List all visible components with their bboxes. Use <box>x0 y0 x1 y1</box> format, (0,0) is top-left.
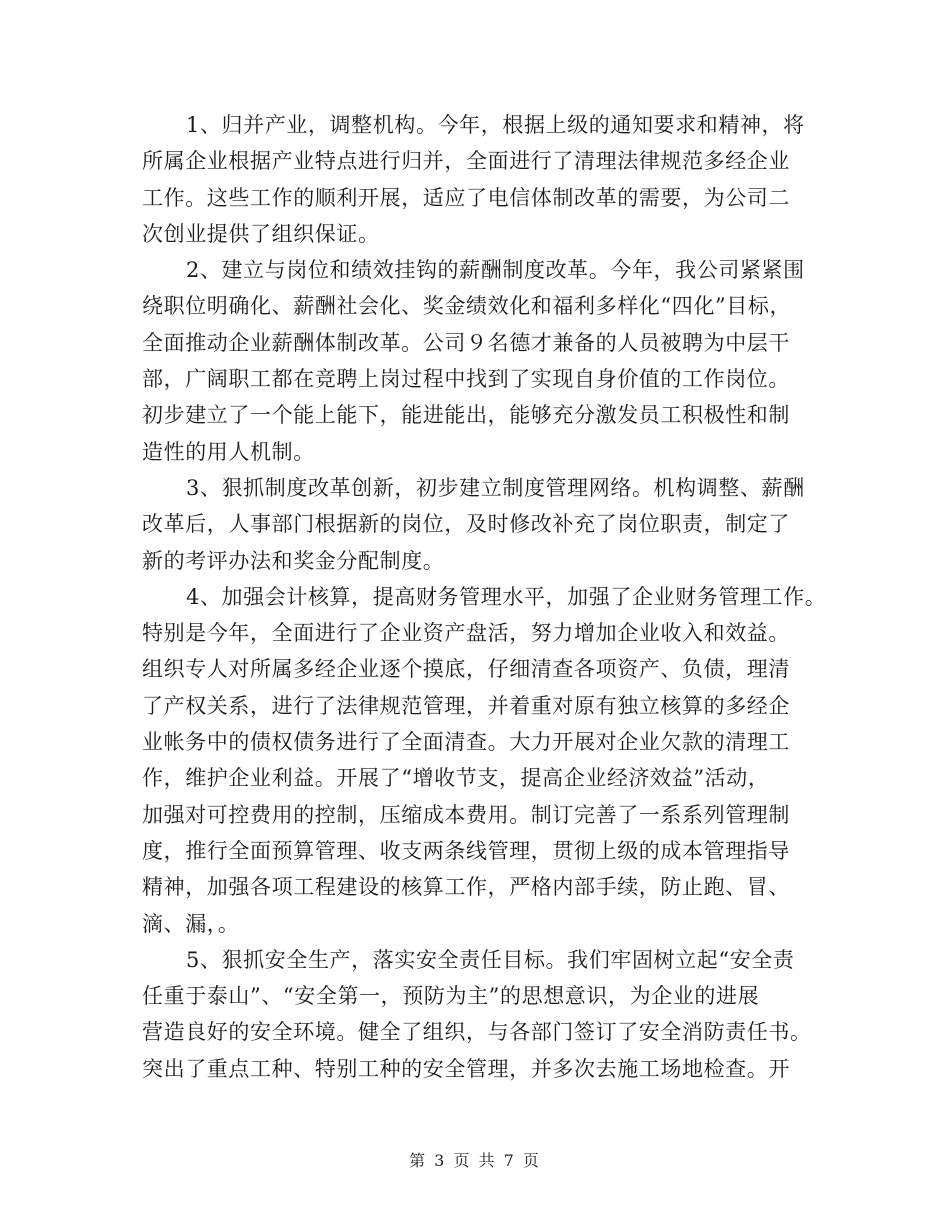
paragraph-4-line-10: 滴、漏，。 <box>142 911 240 936</box>
paragraph-3-line-2: 改革后，人事部门根据新的岗位，及时修改补充了岗位职责，制定了 <box>142 512 790 537</box>
paragraph-2-line-5: 初步建立了一个能上能下，能进能出，能够充分激发员工积极性和制 <box>142 403 790 428</box>
paragraph-2-line-2: 绕职位明确化、薪酬社会化、奖金绩效化和福利多样化“四化”目标， <box>142 294 792 319</box>
paragraph-1-line-3: 工作。这些工作的顺利开展，适应了电信体制改革的需要，为公司二 <box>142 185 790 210</box>
paragraph-4-line-1: 4、加强会计核算，提高财务管理水平，加强了企业财务管理工作。 <box>186 584 827 609</box>
paragraph-2-line-1: 2、建立与岗位和绩效挂钩的薪酬制度改革。今年，我公司紧紧围 <box>186 258 805 283</box>
paragraph-5-line-3: 营造良好的安全环境。健全了组织，与各部门签订了安全消防责任书。 <box>142 1020 812 1045</box>
paragraph-4-line-9: 精神，加强各项工程建设的核算工作，严格内部手续，防止跑、冒、 <box>142 875 790 900</box>
paragraph-3-line-3: 新的考评办法和奖金分配制度。 <box>142 548 445 573</box>
paragraph-5-line-2: 任重于泰山”、“安全第一，预防为主”的思想意识，为企业的进展 <box>142 984 760 1009</box>
paragraph-4-line-4: 了产权关系，进行了法律规范管理，并着重对原有独立核算的多经企 <box>142 693 790 718</box>
paragraph-4-line-2: 特别是今年，全面进行了企业资产盘活，努力增加企业收入和效益。 <box>142 621 790 646</box>
paragraph-5-line-4: 突出了重点工种、特别工种的安全管理，并多次去施工场地检查。开 <box>142 1056 790 1081</box>
paragraph-1-line-4: 次创业提供了组织保证。 <box>142 221 380 246</box>
paragraph-2-line-6: 造性的用人机制。 <box>142 439 315 464</box>
paragraph-5-line-1: 5、狠抓安全生产，落实安全责任目标。我们牢固树立起“安全责 <box>186 947 795 972</box>
page-number-footer: 第 3 页 共 7 页 <box>409 1151 541 1170</box>
document-body <box>142 107 827 1087</box>
paragraph-4-line-5: 业帐务中的债权债务进行了全面清查。大力开展对企业欠款的清理工 <box>142 730 790 755</box>
paragraph-2-line-3: 全面推动企业薪酬体制改革。公司９名德才兼备的人员被聘为中层干 <box>142 330 790 355</box>
paragraph-4-line-6: 作，维护企业利益。开展了“增收节支，提高企业经济效益”活动， <box>142 766 770 791</box>
paragraph-3-line-1: 3、狠抓制度改革创新，初步建立制度管理网络。机构调整、薪酬 <box>186 475 805 500</box>
paragraph-2-line-4: 部，广阔职工都在竞聘上岗过程中找到了实现自身价值的工作岗位。 <box>142 367 790 392</box>
paragraph-1-line-2: 所属企业根据产业特点进行归并，全面进行了清理法律规范多经企业 <box>142 149 790 174</box>
paragraph-4-line-3: 组织专人对所属多经企业逐个摸底，仔细清查各项资产、负债，理清 <box>142 657 790 682</box>
paragraph-4-line-8: 度，推行全面预算管理、收支两条线管理，贯彻上级的成本管理指导 <box>142 838 790 863</box>
paragraph-4-line-7: 加强对可控费用的控制，压缩成本费用。制订完善了一系系列管理制 <box>142 802 790 827</box>
paragraph-1-line-1: 1、归并产业，调整机构。今年，根据上级的通知要求和精神，将 <box>186 113 805 137</box>
